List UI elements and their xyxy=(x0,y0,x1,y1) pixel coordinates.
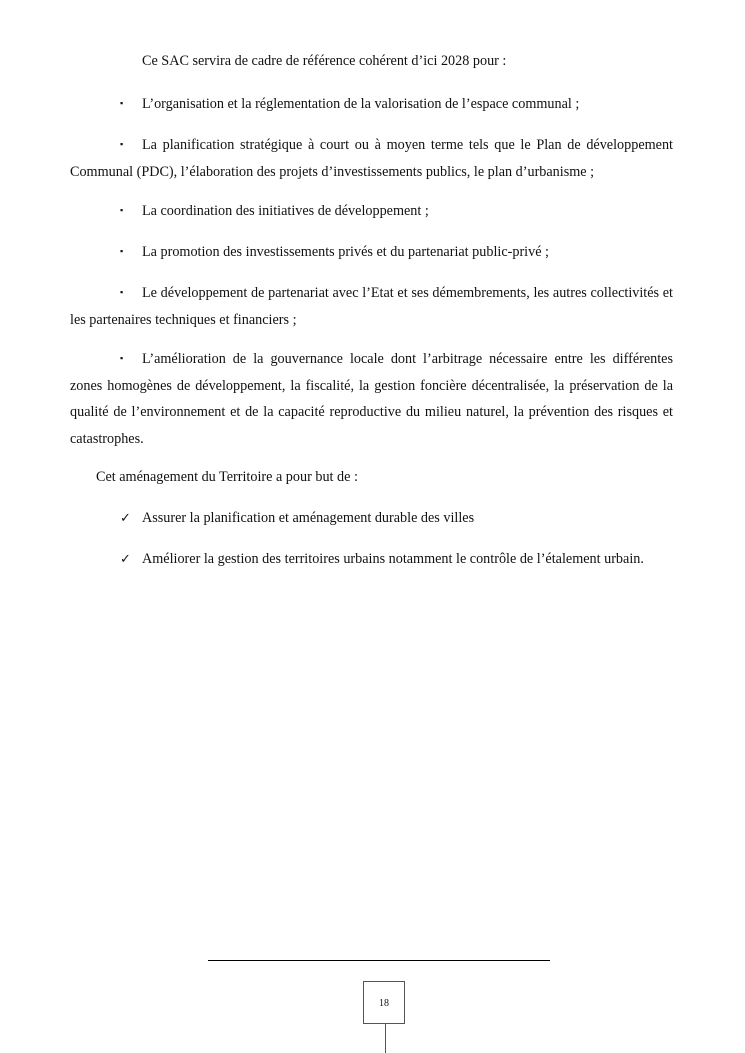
bullet-item xyxy=(70,90,673,118)
purpose-intro-paragraph xyxy=(70,464,673,491)
bullet-text: L’amélioration de la gouvernance locale dont l’arbitrage nécessaire entre les différentes zones homogènes de développement, la fiscalité, la gestion foncière décentralisée, la préservation de la qualité de l’environnement et de la capacité reproductive du milieu naturel, la prévention des risques et catastrophes. xyxy=(70,351,673,447)
square-bullet-icon: ▪ xyxy=(120,205,124,215)
bullet-item xyxy=(70,345,673,452)
square-bullet-icon: ▪ xyxy=(120,246,124,256)
page-number-stem xyxy=(385,1024,386,1053)
bullet-item xyxy=(70,197,673,225)
page-number-box xyxy=(363,981,405,1024)
bullet-item xyxy=(70,238,673,266)
bullet-text: L’organisation et la réglementation de la valorisation de l’espace communal ; xyxy=(142,96,580,112)
bullet-item xyxy=(70,279,673,333)
check-text: Améliorer la gestion des territoires urbains notamment le contrôle de l’étalement urbain. xyxy=(142,551,644,567)
square-bullet-icon: ▪ xyxy=(120,353,124,363)
check-item xyxy=(70,505,673,533)
intro-text: Ce SAC servira de cadre de référence cohérent d’ici 2028 pour : xyxy=(142,53,507,69)
square-bullet-icon: ▪ xyxy=(120,98,124,108)
intro-paragraph xyxy=(70,48,673,75)
bullet-item xyxy=(70,131,673,185)
check-text: Assurer la planification et aménagement durable des villes xyxy=(142,510,475,526)
page-number: 18 xyxy=(379,998,389,1009)
footer-divider xyxy=(208,960,550,961)
bullet-text: La promotion des investissements privés et du partenariat public-privé ; xyxy=(142,244,549,260)
bullet-text: Le développement de partenariat avec l’Etat et ses démembrements, les autres collectivités et les partenaires techniques et financiers ; xyxy=(70,285,673,328)
purpose-intro-text: Cet aménagement du Territoire a pour but de : xyxy=(96,469,358,485)
bullet-text: La coordination des initiatives de développement ; xyxy=(142,203,429,219)
bullet-text: La planification stratégique à court ou à moyen terme tels que le Plan de développement Communal (PDC), l’élaboration des projets d’investissements publics, le plan d’urbanisme ; xyxy=(70,137,673,180)
check-item xyxy=(70,546,673,574)
square-bullet-icon: ▪ xyxy=(120,139,124,149)
checkmark-icon: ✓ xyxy=(120,511,131,526)
checkmark-icon: ✓ xyxy=(120,552,131,567)
square-bullet-icon: ▪ xyxy=(120,287,124,297)
